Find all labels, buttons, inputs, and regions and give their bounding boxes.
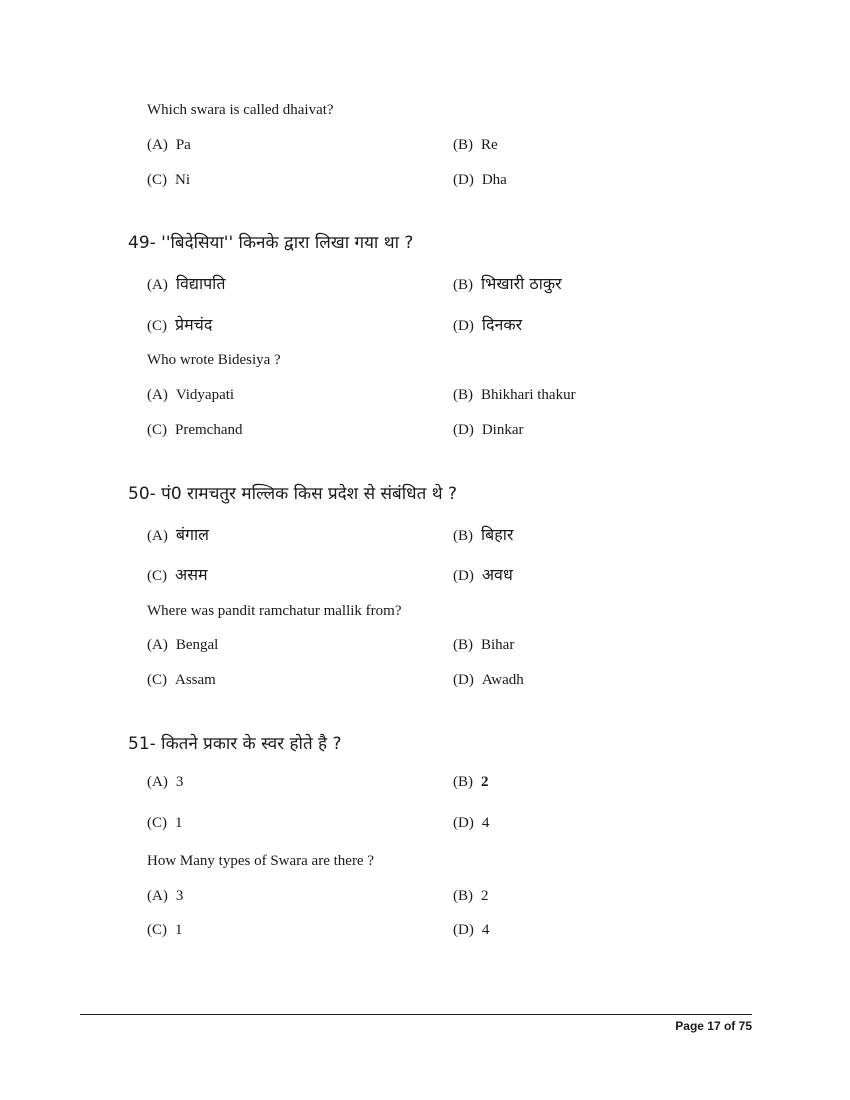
question-50-hi-text: 50- पं0 रामचतुर मल्लिक किस प्रदेश से संबंधित थे ? [128,484,457,504]
q51-hi-option-d: (D) 4 [453,815,490,831]
q48-en-option-a: (A) Pa [147,137,191,153]
q49-en-option-a: (A) Vidyapati [147,387,235,403]
q51-en-option-c: (C) 1 [147,922,183,938]
q48-en-option-c: (C) Ni [147,172,190,188]
q50-hi-option-d: (D) अवध [453,565,513,584]
q49-hi-option-c: (C) प्रेमचंद [147,315,213,334]
q51-en-option-a: (A) 3 [147,888,184,904]
q49-hi-option-a: (A) विद्यापति [147,274,226,293]
q50-hi-option-b: (B) बिहार [453,525,514,544]
q50-en-option-b: (B) Bihar [453,637,515,653]
question-49-hi-text: 49- ''बिदेसिया'' किनके द्वारा लिखा गया था ? [128,233,414,253]
q48-en-option-b: (B) Re [453,137,498,153]
question-48-en-text: Which swara is called dhaivat? [147,102,334,118]
q49-en-option-b: (B) Bhikhari thakur [453,387,576,403]
question-51-hi-text: 51- कितने प्रकार के स्वर होते है ? [128,734,342,754]
q51-en-option-b: (B) 2 [453,888,489,904]
q51-hi-option-b: (B) 2 [453,774,489,790]
q49-hi-option-b: (B) भिखारी ठाकुर [453,274,562,293]
footer-divider [80,1014,752,1015]
q48-en-option-d: (D) Dha [453,172,507,188]
q50-en-option-c: (C) Assam [147,672,216,688]
q50-hi-option-a: (A) बंगाल [147,525,209,544]
q51-hi-option-a: (A) 3 [147,774,184,790]
q49-en-option-c: (C) Premchand [147,422,243,438]
q51-hi-option-c: (C) 1 [147,815,183,831]
question-50-en-text: Where was pandit ramchatur mallik from? [147,603,402,619]
q50-en-option-d: (D) Awadh [453,672,524,688]
page-number: Page 17 of 75 [675,1019,752,1033]
q49-en-option-d: (D) Dinkar [453,422,524,438]
q50-en-option-a: (A) Bengal [147,637,219,653]
q51-en-option-d: (D) 4 [453,922,490,938]
q49-hi-option-d: (D) दिनकर [453,315,523,334]
question-51-en-text: How Many types of Swara are there ? [147,853,374,869]
question-49-en-text: Who wrote Bidesiya ? [147,352,281,368]
q50-hi-option-c: (C) असम [147,565,208,584]
